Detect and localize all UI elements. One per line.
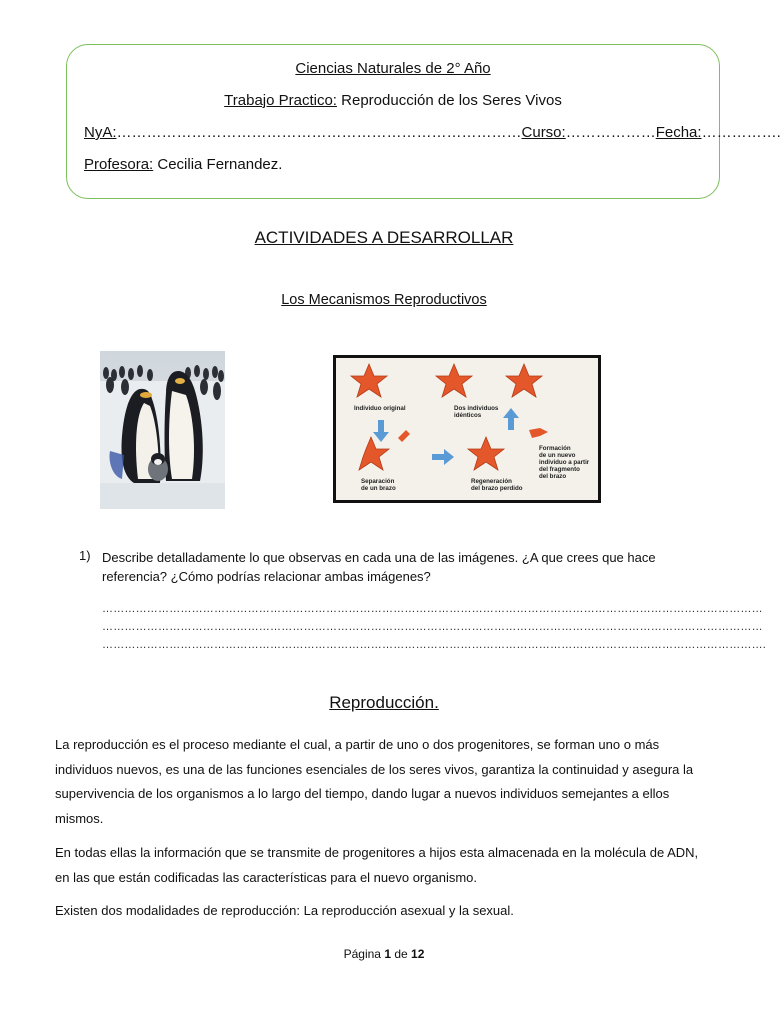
answer-line-3[interactable]: ……………………………………………………………………………………………………………………………………………………………. — [102, 639, 767, 651]
student-info-line — [84, 124, 781, 141]
mechanisms-title: Los Mecanismos Reproductivos — [281, 292, 487, 308]
teacher-name: Cecilia Fernandez. — [153, 156, 283, 173]
answer-line-1[interactable]: …………………………………………………………………………………………………………………………………………………………… — [102, 603, 763, 615]
starfish-original-icon — [351, 364, 387, 397]
name-field: ……………………………………………………………………… — [116, 124, 522, 141]
current-page: 1 — [384, 947, 391, 961]
starfish-regeneration-diagram — [333, 355, 601, 503]
date-label: Fecha: — [655, 124, 702, 141]
starfish-regenerated-icon — [468, 437, 504, 470]
date-field: ……………. — [701, 124, 781, 141]
assignment-line — [67, 92, 719, 109]
label-separation-1: Separación — [361, 478, 395, 485]
total-pages: 12 — [411, 947, 425, 961]
label-formation-2: de un nuevo — [539, 452, 576, 459]
teacher-line — [84, 156, 282, 173]
label-original: Individuo original — [354, 405, 406, 412]
label-regeneration-1: Regeneración — [471, 478, 512, 485]
page-footer — [0, 947, 768, 961]
course-label: Curso: — [521, 124, 566, 141]
label-formation-3: individuo a partir — [539, 459, 590, 466]
label-formation-1: Formación — [539, 445, 571, 452]
header-box — [66, 44, 781, 199]
starfish-identical-2-icon — [506, 364, 542, 397]
of-word: de — [391, 947, 412, 961]
page-word: Página — [343, 947, 385, 961]
assignment-label: Trabajo Practico: — [224, 92, 337, 109]
label-separation-2: de un brazo — [361, 485, 396, 492]
course-field: ……………… — [565, 124, 656, 141]
arrow-down-icon — [373, 420, 389, 442]
penguins-photo — [100, 351, 225, 509]
assignment-value: Reproducción de los Seres Vivos — [336, 92, 562, 109]
answer-line-2[interactable]: …………………………………………………………………………………………………………………………………………………………… — [102, 621, 763, 633]
course-title-text: Ciencias Naturales de 2° Año — [295, 60, 491, 77]
label-identical-2: idénticos — [454, 412, 482, 419]
question-number: 1) — [79, 548, 91, 563]
label-formation-5: del brazo — [539, 473, 567, 480]
paragraph-3: Existen dos modalidades de reproducción: La reproducción asexual y la sexual. — [55, 903, 514, 918]
label-identical-1: Dos individuos — [454, 405, 499, 412]
label-regeneration-2: del brazo perdido — [471, 485, 523, 492]
penguins-illustration — [100, 351, 225, 509]
label-formation-4: del fragmento — [539, 466, 580, 473]
arrow-right-icon — [432, 449, 454, 465]
question-text: Describe detalladamente lo que observas en cada una de las imágenes. ¿A que crees que hace referencia? ¿Cómo podrías relacionar ambas imágenes? — [102, 550, 656, 584]
course-title — [67, 60, 719, 77]
name-label: NyA: — [84, 124, 117, 141]
activities-title: ACTIVIDADES A DESARROLLAR — [254, 228, 514, 247]
separated-arm-icon — [398, 430, 410, 442]
starfish-separated-icon — [359, 437, 389, 470]
starfish-illustration — [336, 358, 598, 500]
arrow-up-icon — [503, 408, 519, 430]
paragraph-2: En todas ellas la información que se transmite de progenitores a hijos esta almacenada en la molécula de ADN, en las que están codificadas las características para el nuevo organismo. — [55, 845, 699, 885]
reproduction-title: Reproducción. — [329, 693, 439, 712]
teacher-label: Profesora: — [84, 156, 154, 173]
arm-fragment-icon — [529, 428, 548, 438]
paragraph-1: La reproducción es el proceso mediante el cual, a partir de uno o dos progenitores, se forman uno o más individuos nuevos, es una de las funciones esenciales de los seres vivos, garantiza la continuidad y asegura la supervivencia de los organismos a lo largo del tiempo, dando lugar a nuevos individuos semejantes a ellos mismos. — [55, 737, 694, 826]
starfish-identical-1-icon — [436, 364, 472, 397]
